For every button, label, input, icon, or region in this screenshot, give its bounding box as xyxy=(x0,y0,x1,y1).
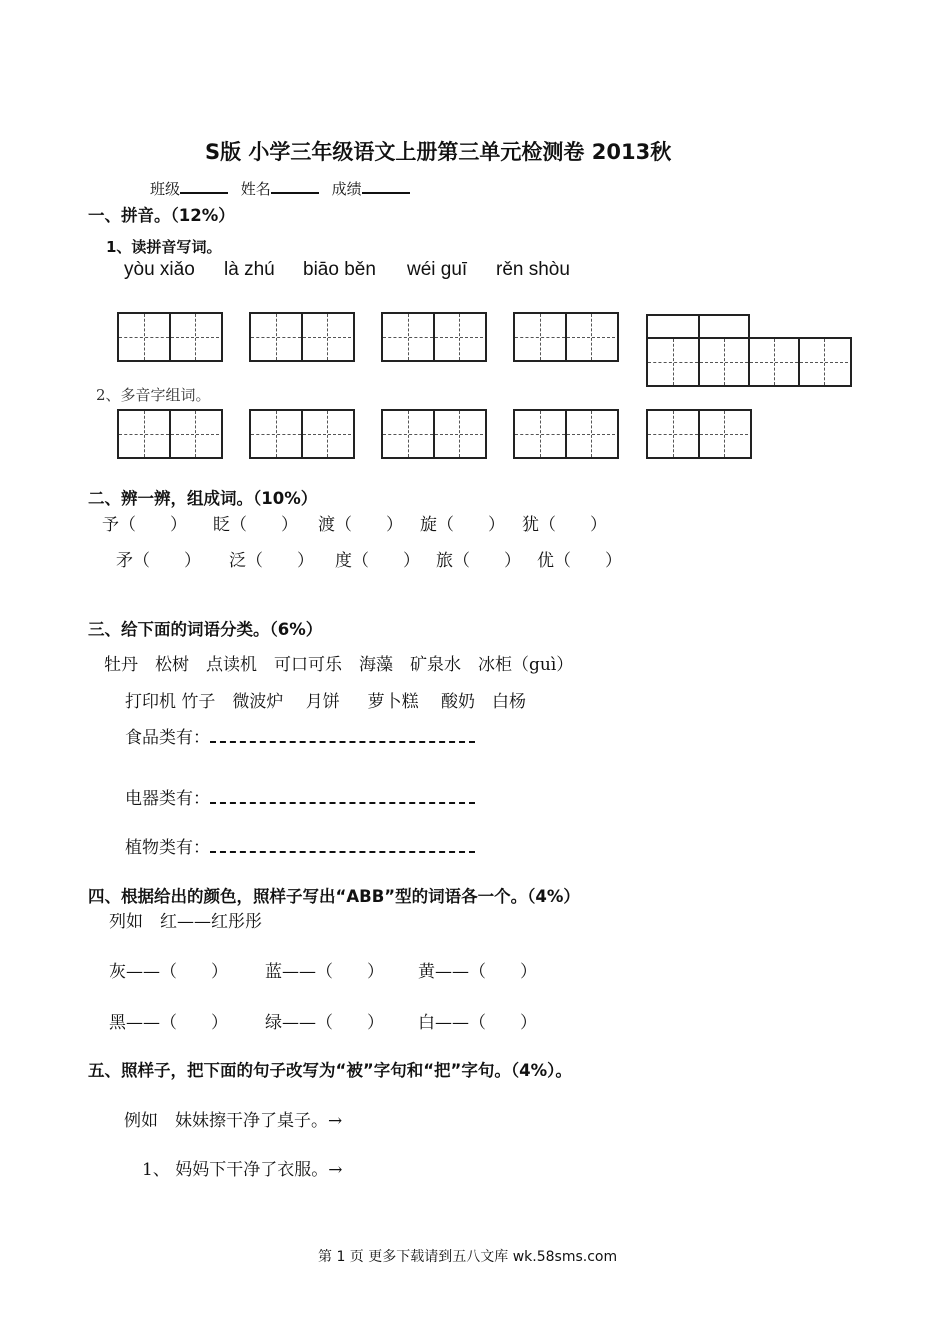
writing-grid[interactable] xyxy=(117,409,223,459)
word-pair: 犹（ ） xyxy=(522,515,607,535)
page-footer: 第 1 页 更多下载请到五八文库 wk.58sms.com xyxy=(318,1249,618,1265)
writing-grid[interactable] xyxy=(249,312,355,362)
color-item: 白——（ ） xyxy=(418,1013,537,1033)
color-item: 蓝——（ ） xyxy=(265,962,384,982)
writing-grid-partial xyxy=(646,314,750,338)
score-label: 成绩 xyxy=(331,180,362,198)
word-pair: 泛（ ） xyxy=(229,551,314,571)
appliance-row xyxy=(125,784,475,809)
color-item: 黄——（ ） xyxy=(418,962,537,982)
word-pair: 旋（ ） xyxy=(420,515,505,535)
name-label: 姓名 xyxy=(240,180,271,198)
header-fields xyxy=(150,178,418,199)
pinyin-4: wéi guī xyxy=(407,259,468,280)
food-label: 食品类有： xyxy=(125,728,210,748)
word-pair: 旅（ ） xyxy=(436,551,521,571)
plant-label: 植物类有： xyxy=(125,838,210,858)
writing-grid[interactable] xyxy=(513,409,619,459)
writing-grid[interactable] xyxy=(249,409,355,459)
section5-example: 例如 妹妹擦干净了桌子。→ xyxy=(124,1111,343,1131)
writing-grid-long[interactable] xyxy=(646,337,852,387)
food-answer-line[interactable] xyxy=(210,727,475,743)
writing-grid[interactable] xyxy=(381,409,487,459)
section1-sub2: 2、多音字组词。 xyxy=(96,386,211,404)
color-item: 灰——（ ） xyxy=(109,962,228,982)
section4-example: 列如 红——红彤彤 xyxy=(109,912,262,932)
writing-grid[interactable] xyxy=(381,312,487,362)
section2-heading: 二、辨一辨，组成词。（10%） xyxy=(88,489,318,508)
section4-heading: 四、根据给出的颜色，照样子写出“ABB”型的词语各一个。（4%） xyxy=(88,887,580,906)
word-pair: 矛（ ） xyxy=(116,551,201,571)
page-title: S版 小学三年级语文上册第三单元检测卷 2013秋 xyxy=(205,140,672,164)
section5-question-1: 1、 妈妈下干净了衣服。→ xyxy=(142,1160,343,1180)
word-pair: 度（ ） xyxy=(335,551,420,571)
pinyin-5: rěn shòu xyxy=(496,259,570,280)
food-row xyxy=(125,723,475,748)
writing-grid[interactable] xyxy=(513,312,619,362)
pinyin-3: biāo běn xyxy=(303,259,376,280)
section1-sub1: 1、读拼音写词。 xyxy=(106,238,222,256)
appliance-answer-line[interactable] xyxy=(210,788,475,804)
appliance-label: 电器类有： xyxy=(125,789,210,809)
color-item: 黑——（ ） xyxy=(109,1013,228,1033)
plant-row xyxy=(125,833,475,858)
class-label: 班级 xyxy=(150,180,181,198)
section3-heading: 三、给下面的词语分类。（6%） xyxy=(88,620,323,639)
pinyin-1: yòu xiǎo xyxy=(124,259,195,280)
score-blank[interactable] xyxy=(362,178,410,194)
word-pair: 优（ ） xyxy=(537,551,622,571)
word-pair: 予（ ） xyxy=(102,515,187,535)
section1-heading: 一、拼音。（12%） xyxy=(88,206,235,225)
word-list-2: 打印机 竹子 微波炉 月饼 萝卜糕 酸奶 白杨 xyxy=(125,692,527,712)
word-pair: 眨（ ） xyxy=(213,515,298,535)
plant-answer-line[interactable] xyxy=(210,837,475,853)
writing-grid[interactable] xyxy=(117,312,223,362)
color-item: 绿——（ ） xyxy=(265,1013,384,1033)
word-list-1: 牡丹 松树 点读机 可口可乐 海藻 矿泉水 冰柜（guì） xyxy=(104,655,574,675)
pinyin-2: là zhú xyxy=(224,259,275,280)
name-blank[interactable] xyxy=(271,178,319,194)
writing-grid[interactable] xyxy=(646,409,752,459)
word-pair: 渡（ ） xyxy=(318,515,403,535)
class-blank[interactable] xyxy=(180,178,228,194)
section5-heading: 五、照样子，把下面的句子改写为“被”字句和“把”字句。（4%）。 xyxy=(88,1061,572,1080)
